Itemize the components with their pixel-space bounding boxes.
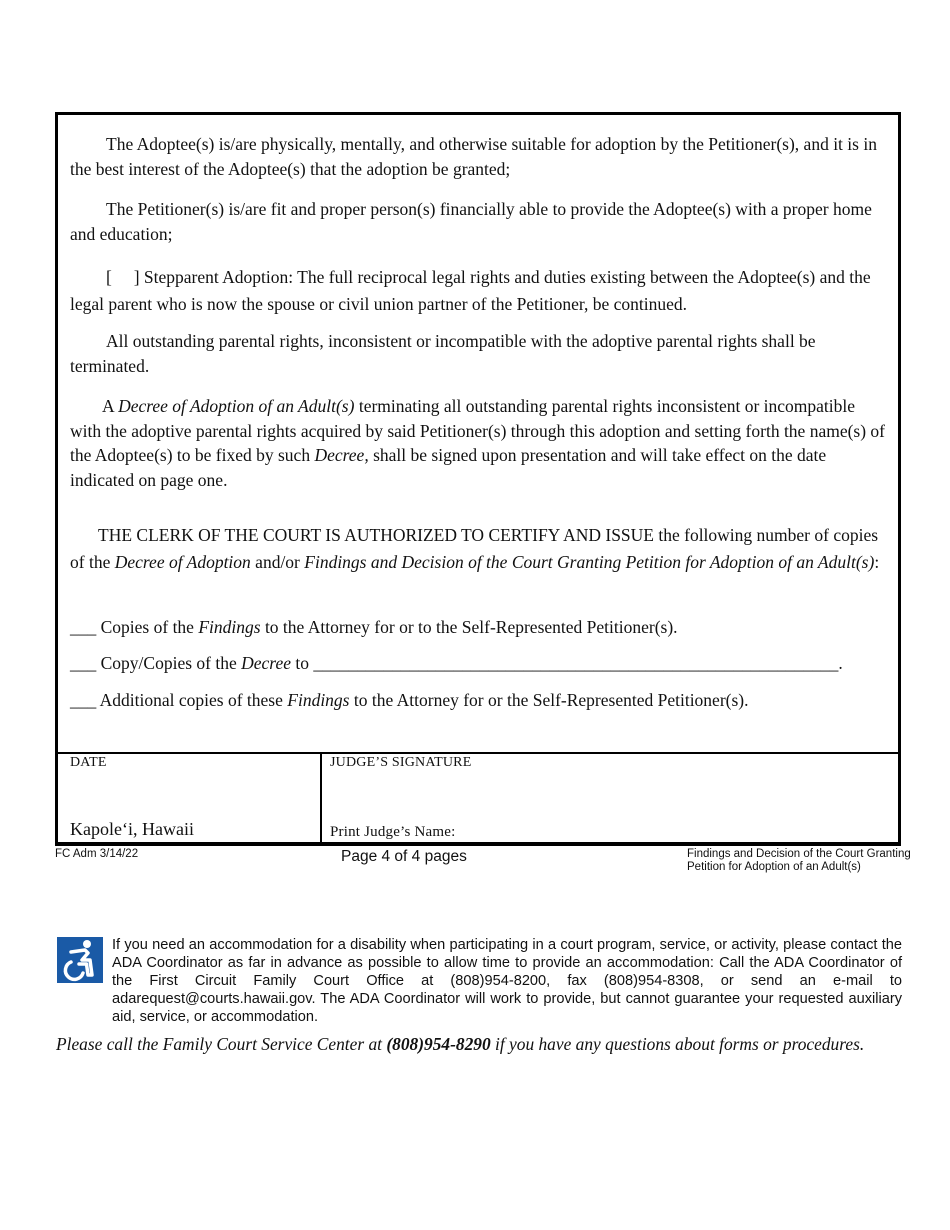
copies-decree-end: . [838, 653, 843, 673]
ada-notice: If you need an accommodation for a disability when participating in a court program, service, or activity, please contact the ADA Coordinator as far in advance as possible to allow time to provide an accommodation: Call the ADA Coordinator of the First Circuit Family Court Office at (808)954-8200, fax (808)954-8308, or send an e-mail to adarequest@courts.hawaii.gov. The ADA Coordinator will work to provide, but cannot guarantee your requested auxiliary aid, service, or accommodation. [112, 937, 902, 1025]
form-title [687, 848, 911, 874]
signature-column-divider [320, 752, 322, 842]
print-judge-name-label[interactable]: Print Judge’s Name: [330, 824, 456, 840]
copies-additional-text-a: Additional copies of these [96, 690, 288, 710]
decree-text-b: terminating all outstanding parental rights inconsistent or incompatible with the adoptive parental rights acquired by said Petitioner(s) through this adoption and setting forth the name(s) of the Adoptee(s) to be fixed by such [70, 396, 886, 465]
paragraph-suitability [70, 132, 890, 181]
signature-row-divider [58, 752, 901, 754]
copies-additional-line [70, 688, 890, 713]
copies-additional-text-b: to the Attorney for or the Self-Represented Petitioner(s). [349, 690, 749, 710]
stepparent-checkbox[interactable]: [ ] [106, 267, 140, 287]
paragraph-termination-text: All outstanding parental rights, inconsistent or incompatible with the adoptive parental rights shall be terminated. [70, 331, 816, 376]
page-number: Page 4 of 4 pages [341, 848, 467, 865]
clerk-intro: THE CLERK OF THE COURT IS AUTHORIZED TO CERTIFY AND ISSUE the following number of copies of the [70, 525, 879, 572]
decree-title: Decree of Adoption of an Adult(s) [118, 396, 355, 416]
accessibility-icon [57, 937, 103, 983]
copies-findings-text-b: to the Attorney for or to the Self-Represented Petitioner(s). [260, 617, 678, 637]
clerk-colon: : [874, 552, 880, 572]
clerk-authorization [70, 522, 890, 576]
decree-word: Decree, [314, 445, 369, 465]
paragraph-stepparent [70, 264, 890, 318]
form-frame-bottom [55, 842, 901, 846]
paragraph-fitness [70, 197, 890, 246]
form-title-line1: Findings and Decision of the Court Granting [687, 848, 911, 860]
judge-signature-label: JUDGE’S SIGNATURE [330, 755, 472, 770]
decree-text-a: A [102, 396, 119, 416]
help-text-a: Please call the Family Court Service Center at [56, 1034, 387, 1054]
clerk-decree-title: Decree of Adoption [114, 552, 251, 572]
signing-location: Kapole‘i, Hawaii [70, 819, 194, 839]
clerk-findings-title: Findings and Decision of the Court Granting Petition for Adoption of an Adult(s) [304, 552, 875, 572]
copies-decree-text-b: to [290, 653, 314, 673]
signature-row [58, 752, 898, 842]
copies-findings-line [70, 615, 890, 640]
copies-findings-word: Findings [198, 617, 261, 637]
help-text-b: if you have any questions about forms or procedures. [490, 1034, 865, 1054]
form-id: FC Adm 3/14/22 [55, 848, 139, 860]
copies-decree-count[interactable]: ___ [70, 653, 97, 673]
copies-additional-word: Findings [287, 690, 350, 710]
copies-additional-count[interactable]: ___ [70, 690, 97, 710]
copies-decree-recipient-field[interactable]: ____________________________________________________________ [313, 653, 839, 673]
stepparent-text: Stepparent Adoption: The full reciprocal legal rights and duties existing between the Adoptee(s) and the legal parent who is now the spouse or civil union partner of the Petitioner, be continued. [70, 267, 871, 314]
copies-findings-text-a: Copies of the [96, 617, 199, 637]
paragraph-termination [70, 329, 890, 378]
paragraph-fitness-text: The Petitioner(s) is/are fit and proper person(s) financially able to provide the Adoptee(s) with a proper home and education; [70, 199, 872, 244]
clerk-andor: and/or [250, 552, 305, 572]
help-line [56, 1034, 916, 1055]
form-title-line2: Petition for Adoption of an Adult(s) [687, 861, 861, 873]
copies-decree-line [70, 651, 890, 676]
date-label: DATE [70, 755, 107, 770]
copies-findings-count[interactable]: ___ [70, 617, 97, 637]
paragraph-suitability-text: The Adoptee(s) is/are physically, mentally, and otherwise suitable for adoption by the Petitioner(s), and it is in the best interest of the Adoptee(s) that the adoption be granted; [70, 134, 877, 179]
copies-decree-text-a: Copy/Copies of the [96, 653, 242, 673]
paragraph-decree [70, 394, 890, 492]
copies-decree-word: Decree [241, 653, 291, 673]
help-phone[interactable]: (808)954-8290 [386, 1034, 491, 1054]
decree-text-c: shall be signed upon presentation and will take effect on the date indicated on page one. [70, 445, 827, 490]
